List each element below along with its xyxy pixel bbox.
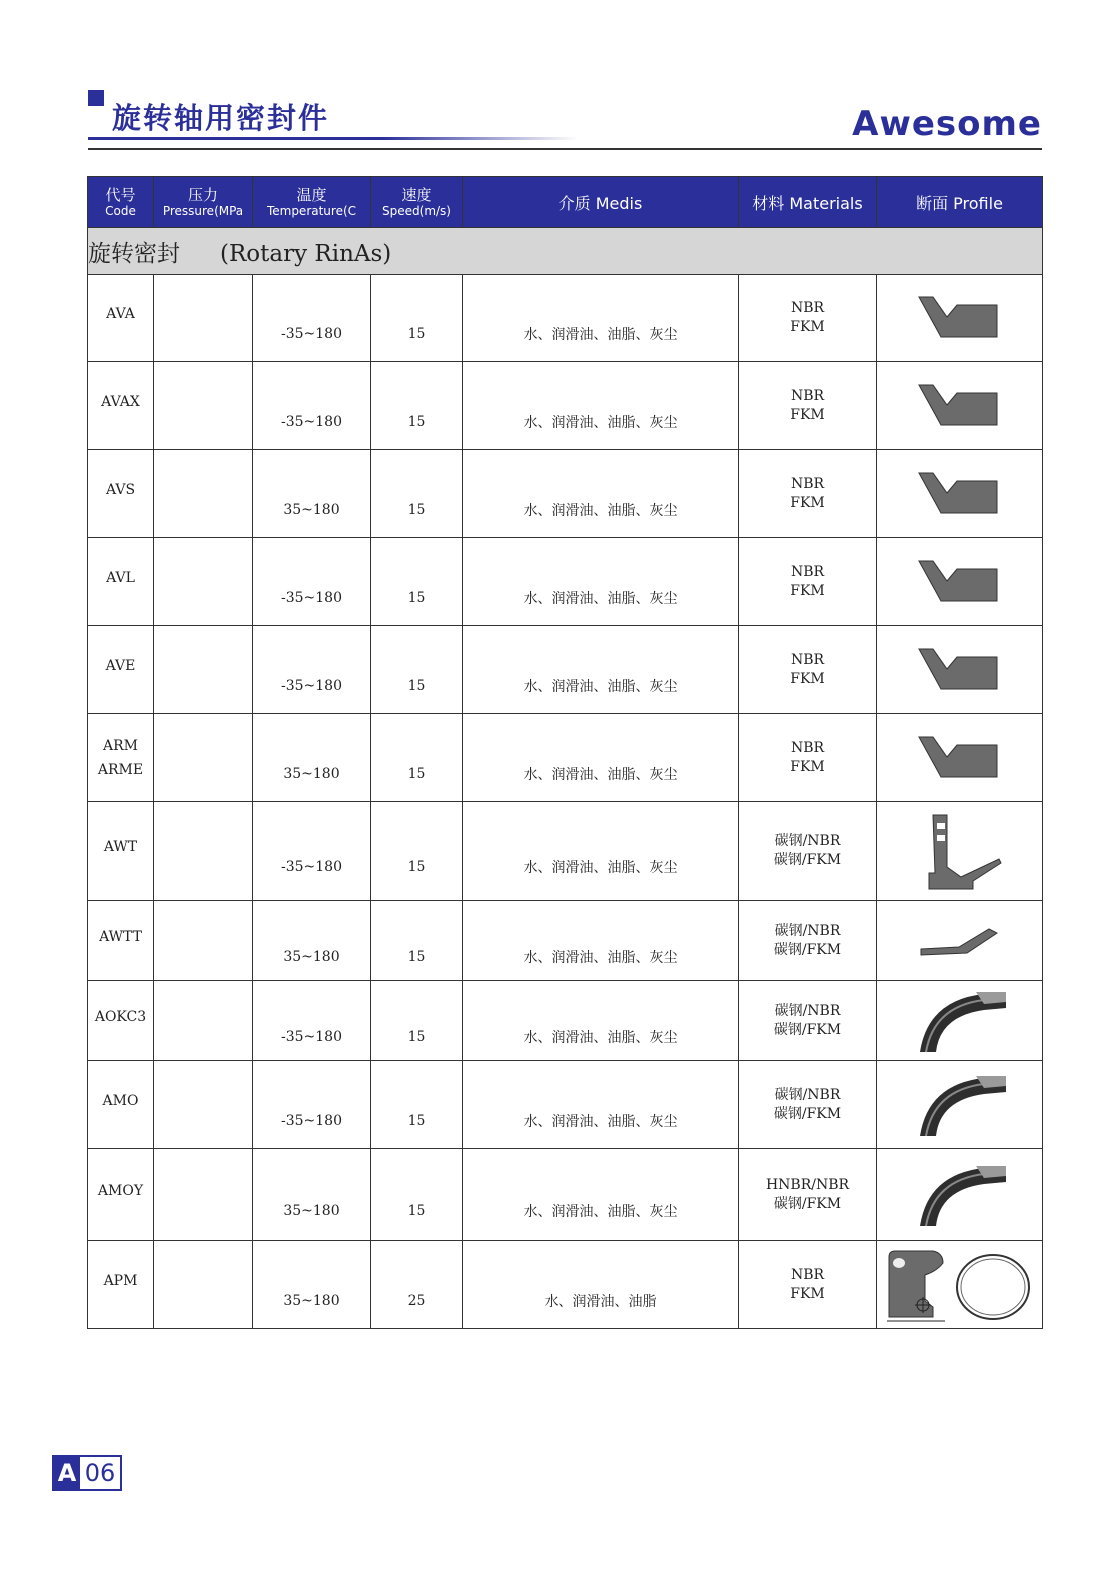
section-title-zh: 旋转密封 (88, 240, 180, 267)
row-code-text: AVA (106, 306, 135, 322)
v-lip-seal-icon (877, 733, 1042, 783)
row-material-2: FKM (790, 582, 825, 599)
table-row (88, 362, 1043, 450)
ring-seal-icon (877, 986, 1042, 1056)
col-code-en: Code (105, 203, 136, 218)
row-profile (877, 450, 1043, 538)
col-code-zh: 代号 (105, 185, 136, 204)
title-underline (88, 137, 578, 140)
row-pressure (154, 626, 253, 714)
col-profile: 断面 Profile (877, 177, 1043, 228)
row-media: 水、润滑油、油脂、灰尘 (463, 714, 739, 802)
row-material-2: 碳钢/FKM (773, 941, 842, 958)
row-code (88, 626, 154, 714)
row-materials (739, 275, 877, 362)
row-temperature: 35~180 (253, 714, 371, 802)
col-temperature-zh: 温度 (296, 185, 327, 204)
page-letter: A (54, 1457, 80, 1489)
row-materials (739, 626, 877, 714)
row-speed: 15 (371, 538, 463, 626)
row-temperature: -35~180 (253, 362, 371, 450)
col-speed (371, 177, 463, 228)
row-code (88, 981, 154, 1061)
table-row (88, 626, 1043, 714)
row-code-text: AVE (105, 657, 136, 674)
col-pressure (154, 177, 253, 228)
row-code (88, 1149, 154, 1241)
row-pressure (154, 1149, 253, 1241)
row-code (88, 538, 154, 626)
row-temperature: -35~180 (253, 626, 371, 714)
row-speed: 15 (371, 626, 463, 714)
row-material-1: 碳钢/NBR (774, 922, 841, 939)
row-materials (739, 538, 877, 626)
ring-seal-icon (877, 1070, 1042, 1140)
row-pressure (154, 1061, 253, 1149)
row-code (88, 714, 154, 802)
row-speed: 15 (371, 450, 463, 538)
row-code-alt-text: ARME (97, 761, 144, 778)
row-materials (739, 1149, 877, 1241)
row-temperature: -35~180 (253, 1061, 371, 1149)
row-material-1: NBR (790, 300, 825, 316)
row-code-text: ARM (103, 737, 138, 754)
row-temperature: 35~180 (253, 450, 371, 538)
table-row (88, 981, 1043, 1061)
table-row (88, 1241, 1043, 1329)
row-speed: 25 (371, 1241, 463, 1329)
section-and-ring-icon (877, 1245, 1042, 1325)
row-material-1: NBR (790, 1266, 825, 1283)
row-code-text: AWTT (99, 928, 142, 945)
header-divider (88, 148, 1042, 150)
row-temperature: -35~180 (253, 275, 371, 362)
row-code-text: AWT (103, 839, 138, 855)
row-material-1: NBR (790, 739, 825, 756)
row-speed: 15 (371, 981, 463, 1061)
row-media: 水、润滑油、油脂、灰尘 (463, 626, 739, 714)
col-media: 介质 Medis (463, 177, 739, 228)
table-row (88, 802, 1043, 901)
row-pressure (154, 901, 253, 981)
row-code (88, 901, 154, 981)
v-lip-seal-icon (877, 293, 1042, 343)
row-material-2: FKM (790, 1285, 825, 1302)
row-media: 水、润滑油、油脂、灰尘 (463, 901, 739, 981)
row-speed: 15 (371, 802, 463, 901)
row-speed: 15 (371, 1061, 463, 1149)
row-pressure (154, 802, 253, 901)
row-media: 水、润滑油、油脂、灰尘 (463, 362, 739, 450)
row-speed: 15 (371, 714, 463, 802)
row-materials (739, 802, 877, 901)
row-material-2: FKM (790, 670, 825, 687)
row-media: 水、润滑油、油脂、灰尘 (463, 538, 739, 626)
row-material-2: FKM (790, 319, 825, 335)
row-materials (739, 981, 877, 1061)
col-materials: 材料 Materials (739, 177, 877, 228)
flat-lip-seal-icon (877, 921, 1042, 961)
v-lip-seal-icon (877, 645, 1042, 695)
row-code (88, 362, 154, 450)
brand-logo: Awesome (852, 104, 1042, 144)
ring-seal-icon (877, 1160, 1042, 1230)
v-lip-seal-icon (877, 469, 1042, 519)
row-material-2: 碳钢/FKM (773, 1021, 842, 1038)
table-row (88, 1061, 1043, 1149)
row-code (88, 450, 154, 538)
row-speed: 15 (371, 1149, 463, 1241)
section-title-en: (Rotary RinAs) (220, 240, 392, 267)
row-media: 水、润滑油、油脂、灰尘 (463, 981, 739, 1061)
row-pressure (154, 981, 253, 1061)
row-profile (877, 1149, 1043, 1241)
row-profile (877, 1061, 1043, 1149)
row-code-text: AVS (105, 481, 136, 498)
metal-case-seal-icon (877, 811, 1042, 891)
row-material-2: FKM (790, 758, 825, 775)
col-pressure-en: Pressure(MPa (162, 203, 244, 218)
row-material-1: 碳钢/NBR (774, 1086, 841, 1103)
row-profile (877, 714, 1043, 802)
row-material-2: 碳钢/FKM (773, 1195, 842, 1212)
page-number: 06 (84, 1459, 116, 1487)
page-number-badge (52, 1455, 122, 1491)
table-row (88, 1149, 1043, 1241)
col-speed-zh: 速度 (401, 185, 432, 204)
row-code-text: AOKC3 (94, 1008, 147, 1025)
row-profile (877, 626, 1043, 714)
row-materials (739, 1241, 877, 1329)
row-material-1: HNBR/NBR (765, 1176, 850, 1193)
table-row (88, 714, 1043, 802)
row-speed: 15 (371, 275, 463, 362)
col-code (88, 177, 154, 228)
row-code (88, 802, 154, 901)
row-speed: 15 (371, 901, 463, 981)
table-row (88, 901, 1043, 981)
row-media: 水、润滑油、油脂、灰尘 (463, 450, 739, 538)
row-pressure (154, 714, 253, 802)
row-material-1: NBR (790, 475, 825, 492)
row-materials (739, 450, 877, 538)
row-code (88, 1241, 154, 1329)
row-media: 水、润滑油、油脂 (463, 1241, 739, 1329)
header-square-icon (88, 90, 104, 106)
row-temperature: -35~180 (253, 802, 371, 901)
row-temperature: 35~180 (253, 1149, 371, 1241)
row-pressure (154, 275, 253, 362)
row-material-2: 碳钢/FKM (773, 1105, 842, 1122)
table-row (88, 450, 1043, 538)
table-row (88, 538, 1043, 626)
row-media: 水、润滑油、油脂、灰尘 (463, 1061, 739, 1149)
row-pressure (154, 450, 253, 538)
row-materials (739, 1061, 877, 1149)
row-profile (877, 275, 1043, 362)
row-speed: 15 (371, 362, 463, 450)
row-pressure (154, 538, 253, 626)
row-code-text: AVAX (101, 393, 140, 410)
row-material-2: 碳钢/FKM (773, 852, 842, 868)
page-title: 旋转轴用密封件 (112, 101, 330, 135)
row-pressure (154, 1241, 253, 1329)
col-temperature-en: Temperature(C (266, 203, 357, 218)
col-temperature (253, 177, 371, 228)
row-temperature: 35~180 (253, 901, 371, 981)
section-row (88, 228, 1043, 275)
section-title (88, 228, 1043, 275)
row-temperature: -35~180 (253, 538, 371, 626)
row-code-text: APM (103, 1272, 138, 1289)
row-material-1: 碳钢/NBR (774, 1002, 841, 1019)
row-material-2: FKM (790, 494, 825, 511)
row-temperature: -35~180 (253, 981, 371, 1061)
row-materials (739, 714, 877, 802)
row-code-text: AMOY (97, 1182, 144, 1199)
row-code (88, 275, 154, 362)
row-profile (877, 901, 1043, 981)
row-code-text: AVL (106, 569, 135, 586)
row-material-2: FKM (790, 406, 825, 423)
v-lip-seal-icon (877, 557, 1042, 607)
spec-table (87, 176, 1043, 1329)
row-material-1: NBR (790, 651, 825, 668)
row-profile (877, 981, 1043, 1061)
row-profile (877, 538, 1043, 626)
row-code-text: AMO (102, 1092, 139, 1109)
row-pressure (154, 362, 253, 450)
table-row (88, 275, 1043, 362)
row-code (88, 1061, 154, 1149)
row-materials (739, 901, 877, 981)
col-pressure-zh: 压力 (187, 185, 218, 204)
row-media: 水、润滑油、油脂、灰尘 (463, 275, 739, 362)
row-material-1: 碳钢/NBR (774, 833, 841, 849)
row-materials (739, 362, 877, 450)
row-profile (877, 1241, 1043, 1329)
row-profile (877, 802, 1043, 901)
row-temperature: 35~180 (253, 1241, 371, 1329)
row-media: 水、润滑油、油脂、灰尘 (463, 1149, 739, 1241)
row-media: 水、润滑油、油脂、灰尘 (463, 802, 739, 901)
row-material-1: NBR (790, 563, 825, 580)
col-speed-en: Speed(m/s) (382, 203, 451, 218)
row-material-1: NBR (790, 387, 825, 404)
row-profile (877, 362, 1043, 450)
v-lip-seal-icon (877, 381, 1042, 431)
